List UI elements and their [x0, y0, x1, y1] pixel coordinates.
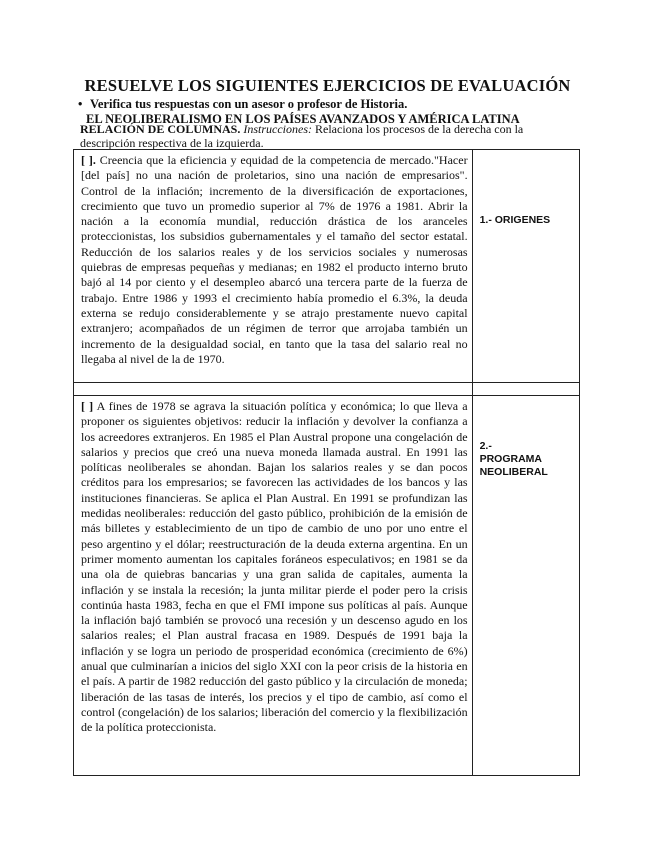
option-label: 1.- ORIGENES	[479, 214, 551, 226]
instructions-label: RELACIÓN DE COLUMNAS.	[80, 122, 241, 136]
description-cell	[74, 150, 473, 383]
instructions	[80, 123, 580, 150]
answer-bracket[interactable]: [ ]	[81, 399, 94, 413]
answer-bracket[interactable]: [ ].	[81, 153, 96, 167]
spacer-cell	[74, 383, 473, 396]
instructions-italic: Instrucciones:	[243, 122, 313, 136]
option-number: 2.-	[479, 440, 492, 452]
description-text: Creencia que la eficiencia y equidad de la competencia de mercado."Hacer [del país] no una nación de proletarios, sino una nación de empresarios". Control de la inflación; incremento de la diversificación de exportaciones, crecimiento que tuvo un promedio superior al 7% de 1976 a 1981. Abrir la nación a la economía mundial, reducción drástica de los aranceles proteccionistas, los subsidios gubernamentales y el tamaño del sector estatal. Reducción de los salarios reales y de los servicios sociales y numerosas quiebras de empresas pequeñas y medianas; en 1982 el producto interno bruto bajó al 14 por ciento y el desempleo abarcó una tercera parte de la fuerza de trabajo. Entre 1986 y 1993 el crecimiento había promedio el 6.3%, la deuda externa se redujo considerablemente y se atrajo prestamente nuevo capital extranjero; acompañados de un régimen de terror que arrojaba también un incremento de la desigualdad social, en tanto que la tasa del salario real no llegaba al nivel de la de 1970.	[81, 153, 468, 366]
bullet-icon: •	[78, 97, 83, 111]
instructions-text: Relaciona los procesos de la derecha con la descripción respectiva de la izquierda.	[80, 122, 524, 150]
bullet-instruction	[78, 97, 408, 112]
option-cell	[472, 150, 579, 383]
description-cell	[74, 396, 473, 776]
table-row	[74, 150, 580, 383]
description-text: A fines de 1978 se agrava la situación política y económica; lo que lleva a proponer os siguientes objetivos: reducir la inflación y devolver la confianza a los acreedores extranjeros. En 1985 el Plan Austral propone una congelación de salarios y precios que creó una nueva moneda llamada austral. En 1991 las políticas neoliberales se ahondan. Bajan los salarios reales y se dan pocos créditos para los empresarios; se favorecen las actividades de los bancos y las instituciones financieras. Se aplica el Plan Austral. En 1991 se profundizan las medidas neoliberales: reducción del gasto público, prohibición de la emisión de más billetes y establecimiento de un tipo de cambio de uno por uno entre el peso argentino y el dólar; reestructuración de la deuda externa argentina. En un primer momento aumentan los capitales foráneos especulativos; en 1981 se da una ola de quiebras bancarias y una gran salida de capitales, aumenta la inflación y se instala la recesión; la junta militar pierde el poder pero la crisis continúa hasta 1983, fecha en que el FMI impone sus políticas al país. Aunque la inflación bajó también se provocó una recesión y un descenso agudo en los salarios reales; el Plan austral fracasa en 1989. Después de 1991 baja la inflación y se logra un periodo de prosperidad económica (crecimiento de 6%) anual que culminarían a inicios del siglo XXI con la peor crisis de la historia en el país. A partir de 1982 reducción del gasto público y la circulación de moneda; liberación de las tasas de interés, los precios y el tipo de cambio, así como el control (congelación) de los salarios; liberación del comercio y la flexibilización de la política proteccionista.	[81, 399, 468, 735]
section-subtitle: EL NEOLIBERALISMO EN LOS PAÍSES AVANZADOS Y AMÉRICA LATINA	[86, 112, 520, 126]
option-label: PROGRAMA NEOLIBERAL	[479, 453, 548, 478]
page-title: RESUELVE LOS SIGUIENTES EJERCICIOS DE EVALUACIÓN	[84, 76, 571, 95]
table-row	[74, 396, 580, 776]
table-spacer-row	[74, 383, 580, 396]
spacer-cell	[472, 383, 579, 396]
option-cell	[472, 396, 579, 776]
matching-table	[73, 149, 580, 776]
bullet-text: Verifica tus respuestas con un asesor o profesor de Historia.	[90, 97, 408, 111]
